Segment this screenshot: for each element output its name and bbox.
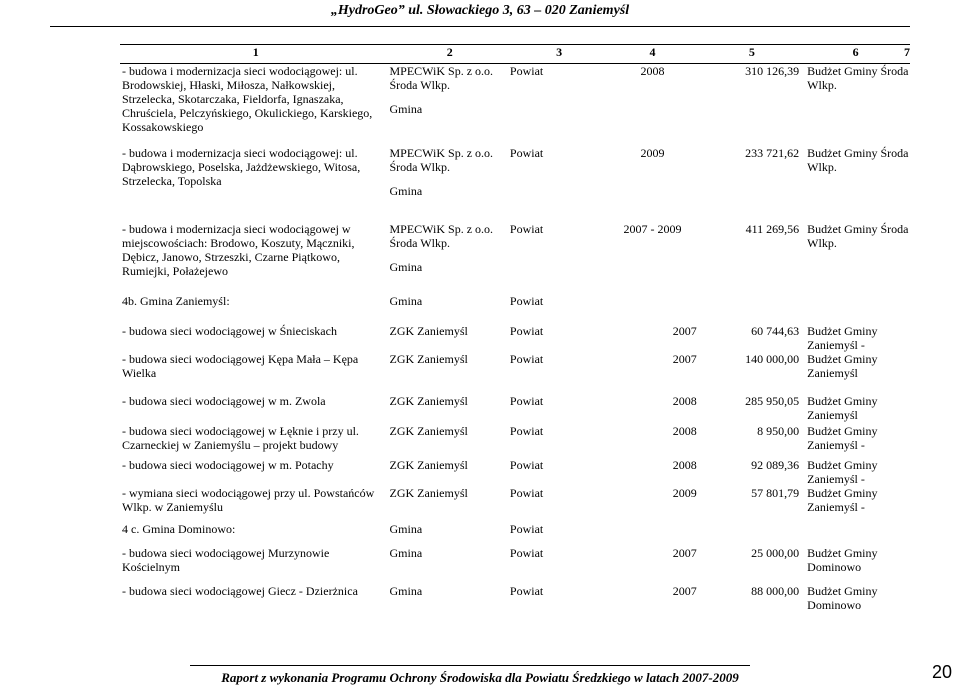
cost: 92 089,36 xyxy=(751,458,800,472)
section-label: 4b. Gmina Zaniemyśl: xyxy=(122,294,230,308)
organizer: ZGK Zaniemyśl xyxy=(389,458,468,472)
year: 2009 xyxy=(672,486,697,500)
task-description: - budowa sieci wodociągowej Murzynowie Kościelnym xyxy=(122,546,330,574)
cost: 25 000,00 xyxy=(751,546,800,560)
col-5: 5 xyxy=(705,45,803,64)
funding-source: Budżet Gminy Zaniemyśl xyxy=(807,352,878,380)
col-3: 3 xyxy=(510,45,608,64)
header-divider xyxy=(50,26,910,27)
organizer-cell xyxy=(390,222,510,294)
organizer: ZGK Zaniemyśl xyxy=(389,394,468,408)
footer-divider xyxy=(190,665,750,666)
partner: Powiat xyxy=(509,584,544,598)
funding-source: Budżet Gminy Środa Wlkp. xyxy=(807,146,909,174)
section-label: 4 c. Gmina Dominowo: xyxy=(122,522,236,536)
task-description: - budowa i modernizacja sieci wodociągowej w miejscowościach: Brodowo, Koszuty, Mączniki, Dębicz, Janowo, Strzeszki, Czarne Piątkowo, Rumiejki, Połażejewo xyxy=(122,222,355,278)
organizer: Gmina xyxy=(389,294,423,308)
year: 2008 xyxy=(672,424,697,438)
cost: 88 000,00 xyxy=(751,584,800,598)
table-row xyxy=(120,486,910,522)
partner: Powiat xyxy=(509,352,544,366)
task-description: - budowa sieci wodociągowej Giecz - Dzierżnica xyxy=(122,584,358,598)
year: 2007 xyxy=(672,324,697,338)
funding-source: Budżet Gminy Zaniemyśl - xyxy=(807,324,878,352)
partner: Powiat xyxy=(509,424,544,438)
partner: Powiat xyxy=(509,64,544,78)
col-7: 7 xyxy=(904,45,910,64)
year: 2008 xyxy=(672,394,697,408)
table-row xyxy=(120,352,910,394)
organizer-cell xyxy=(390,64,510,147)
table-row xyxy=(120,424,910,458)
task-description: - budowa sieci wodociągowej w Łęknie i przy ul. Czarneckiej w Zaniemyślu – projekt budowy xyxy=(122,424,359,452)
cost: 285 950,05 xyxy=(745,394,800,408)
table-row xyxy=(120,546,910,584)
year: 2007 xyxy=(672,546,697,560)
organizer: MPECWiK Sp. z o.o. Środa Wlkp. xyxy=(389,222,494,250)
year: 2007 xyxy=(672,352,697,366)
page-number: 20 xyxy=(931,662,952,682)
year: 2009 xyxy=(640,146,665,160)
table-row xyxy=(120,146,910,222)
task-description: - budowa sieci wodociągowej w Śnieciskach xyxy=(122,324,337,338)
table-row xyxy=(120,324,910,352)
table-row xyxy=(120,222,910,294)
year: 2008 xyxy=(640,64,665,78)
cost: 60 744,63 xyxy=(751,324,800,338)
partner: Powiat xyxy=(509,546,544,560)
organizer-2: Gmina xyxy=(389,102,423,116)
task-description: - budowa i modernizacja sieci wodociągowej: ul. Brodowskiej, Hłaski, Miłosza, Nałkowskiej, Strzelecka, Skotarczaka, Fieldorfa, Ignaszaka, Chruściela, Pelczyńskiego, Okulickiego, Karskiego, Kossakowskiego xyxy=(122,64,373,134)
organizer: ZGK Zaniemyśl xyxy=(389,352,468,366)
organizer: ZGK Zaniemyśl xyxy=(389,486,468,500)
task-description: - budowa sieci wodociągowej w m. Potachy xyxy=(122,458,334,472)
organizer: MPECWiK Sp. z o.o. Środa Wlkp. xyxy=(389,64,494,92)
partner: Powiat xyxy=(509,324,544,338)
partner: Powiat xyxy=(509,486,544,500)
tasks-table xyxy=(120,44,910,614)
cost: 57 801,79 xyxy=(751,486,800,500)
funding-source: Budżet Gminy Zaniemyśl - xyxy=(807,424,878,452)
organizer: Gmina xyxy=(389,584,423,598)
col-4: 4 xyxy=(608,45,704,64)
year: 2007 xyxy=(672,584,697,598)
year: 2008 xyxy=(672,458,697,472)
cost: 233 721,62 xyxy=(745,146,800,160)
col-2: 2 xyxy=(390,45,510,64)
funding-source: Budżet Gminy Zaniemyśl - xyxy=(807,458,878,486)
cost: 310 126,39 xyxy=(745,64,800,78)
partner: Powiat xyxy=(509,394,544,408)
year: 2007 - 2009 xyxy=(623,222,682,236)
partner: Powiat xyxy=(509,458,544,472)
col-6: 6 xyxy=(803,45,904,64)
column-number-row xyxy=(120,45,910,64)
report-footer: Raport z wykonania Programu Ochrony Środowiska dla Powiatu Średzkiego w latach 2007-2009 xyxy=(221,670,739,685)
cost: 140 000,00 xyxy=(745,352,800,366)
section-row xyxy=(120,522,910,546)
organizer: Gmina xyxy=(389,546,423,560)
cost: 411 269,56 xyxy=(745,222,800,236)
col-1: 1 xyxy=(120,45,390,64)
partner: Powiat xyxy=(509,294,544,308)
section-row xyxy=(120,294,910,324)
organizer: Gmina xyxy=(389,522,423,536)
table-row xyxy=(120,64,910,147)
cost: 8 950,00 xyxy=(757,424,800,438)
table-row xyxy=(120,394,910,424)
partner: Powiat xyxy=(509,222,544,236)
task-description: - wymiana sieci wodociągowej przy ul. Powstańców Wlkp. w Zaniemyślu xyxy=(122,486,375,514)
partner: Powiat xyxy=(509,522,544,536)
table-row xyxy=(120,584,910,614)
organizer: ZGK Zaniemyśl xyxy=(389,324,468,338)
task-description: - budowa sieci wodociągowej w m. Zwola xyxy=(122,394,326,408)
partner: Powiat xyxy=(509,146,544,160)
funding-source: Budżet Gminy Dominowo xyxy=(807,546,878,574)
organizer: MPECWiK Sp. z o.o. Środa Wlkp. xyxy=(389,146,494,174)
task-description: - budowa i modernizacja sieci wodociągowej: ul. Dąbrowskiego, Poselska, Jażdżewskiego, Witosa, Strzelecka, Topolska xyxy=(122,146,361,188)
organizer-2: Gmina xyxy=(389,260,423,274)
document-header: „HydroGeo” ul. Słowackiego 3, 63 – 020 Zaniemyśl xyxy=(330,3,630,18)
task-description: - budowa sieci wodociągowej Kępa Mała – Kępa Wielka xyxy=(122,352,359,380)
funding-source: Budżet Gminy Zaniemyśl xyxy=(807,394,878,422)
funding-source: Budżet Gminy Środa Wlkp. xyxy=(807,64,909,92)
table-row xyxy=(120,458,910,486)
funding-source: Budżet Gminy Środa Wlkp. xyxy=(807,222,909,250)
organizer: ZGK Zaniemyśl xyxy=(389,424,468,438)
organizer-2: Gmina xyxy=(389,184,423,198)
funding-source: Budżet Gminy Dominowo xyxy=(807,584,878,612)
funding-source: Budżet Gminy Zaniemyśl - xyxy=(807,486,878,514)
organizer-cell xyxy=(390,146,510,222)
